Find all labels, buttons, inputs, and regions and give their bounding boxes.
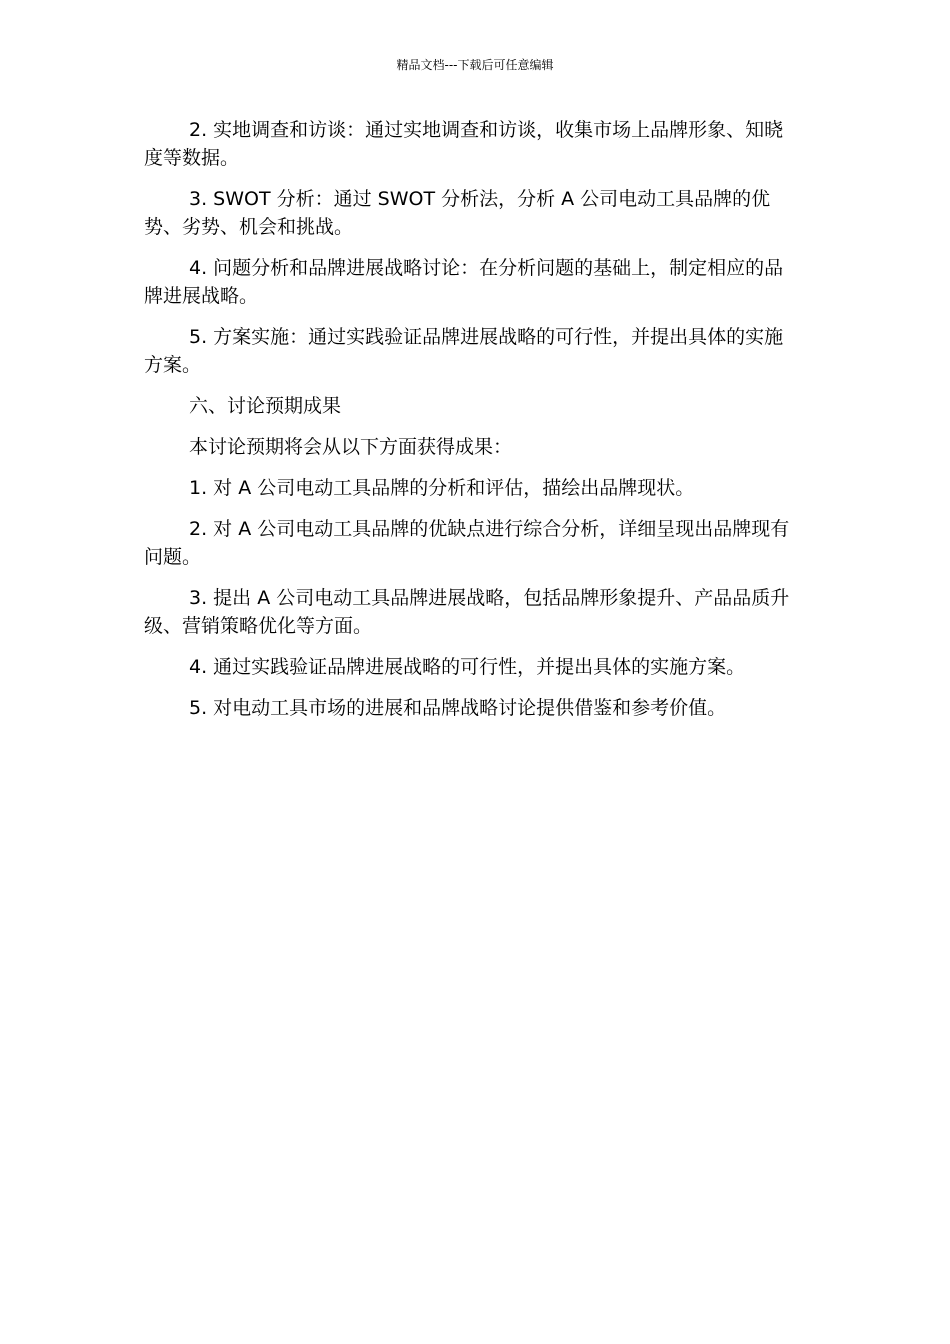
paragraph-method-4: 4. 问题分析和品牌进展战略讨论：在分析问题的基础上，制定相应的品牌进展战略。 (144, 257, 784, 307)
paragraph-result-3: 3. 提出 A 公司电动工具品牌进展战略，包括品牌形象提升、产品品质升级、营销策略优化等方面。 (144, 587, 790, 637)
paragraph-result-2: 2. 对 A 公司电动工具品牌的优缺点进行综合分析，详细呈现出品牌现有问题。 (144, 518, 790, 568)
paragraph-result-5: 5. 对电动工具市场的进展和品牌战略讨论提供借鉴和参考价值。 (189, 697, 727, 719)
paragraph-method-3: 3. SWOT 分析：通过 SWOT 分析法，分析 A 公司电动工具品牌的优势、劣势、机会和挑战。 (144, 188, 771, 238)
section-heading-expected-results: 六、讨论预期成果 (189, 395, 342, 417)
paragraph-method-5: 5. 方案实施：通过实践验证品牌进展战略的可行性，并提出具体的实施方案。 (144, 326, 784, 376)
paragraph-result-4: 4. 通过实践验证品牌进展战略的可行性，并提出具体的实施方案。 (189, 656, 746, 678)
page-header: 精品文档---下载后可任意编辑 (396, 58, 554, 72)
document-body (144, 116, 800, 735)
paragraph-result-1: 1. 对 A 公司电动工具品牌的分析和评估，描绘出品牌现状。 (189, 477, 695, 499)
paragraph-results-intro: 本讨论预期将会从以下方面获得成果： (189, 436, 513, 458)
paragraph-method-2: 2. 实地调查和访谈：通过实地调查和访谈，收集市场上品牌形象、知晓度等数据。 (144, 119, 784, 169)
